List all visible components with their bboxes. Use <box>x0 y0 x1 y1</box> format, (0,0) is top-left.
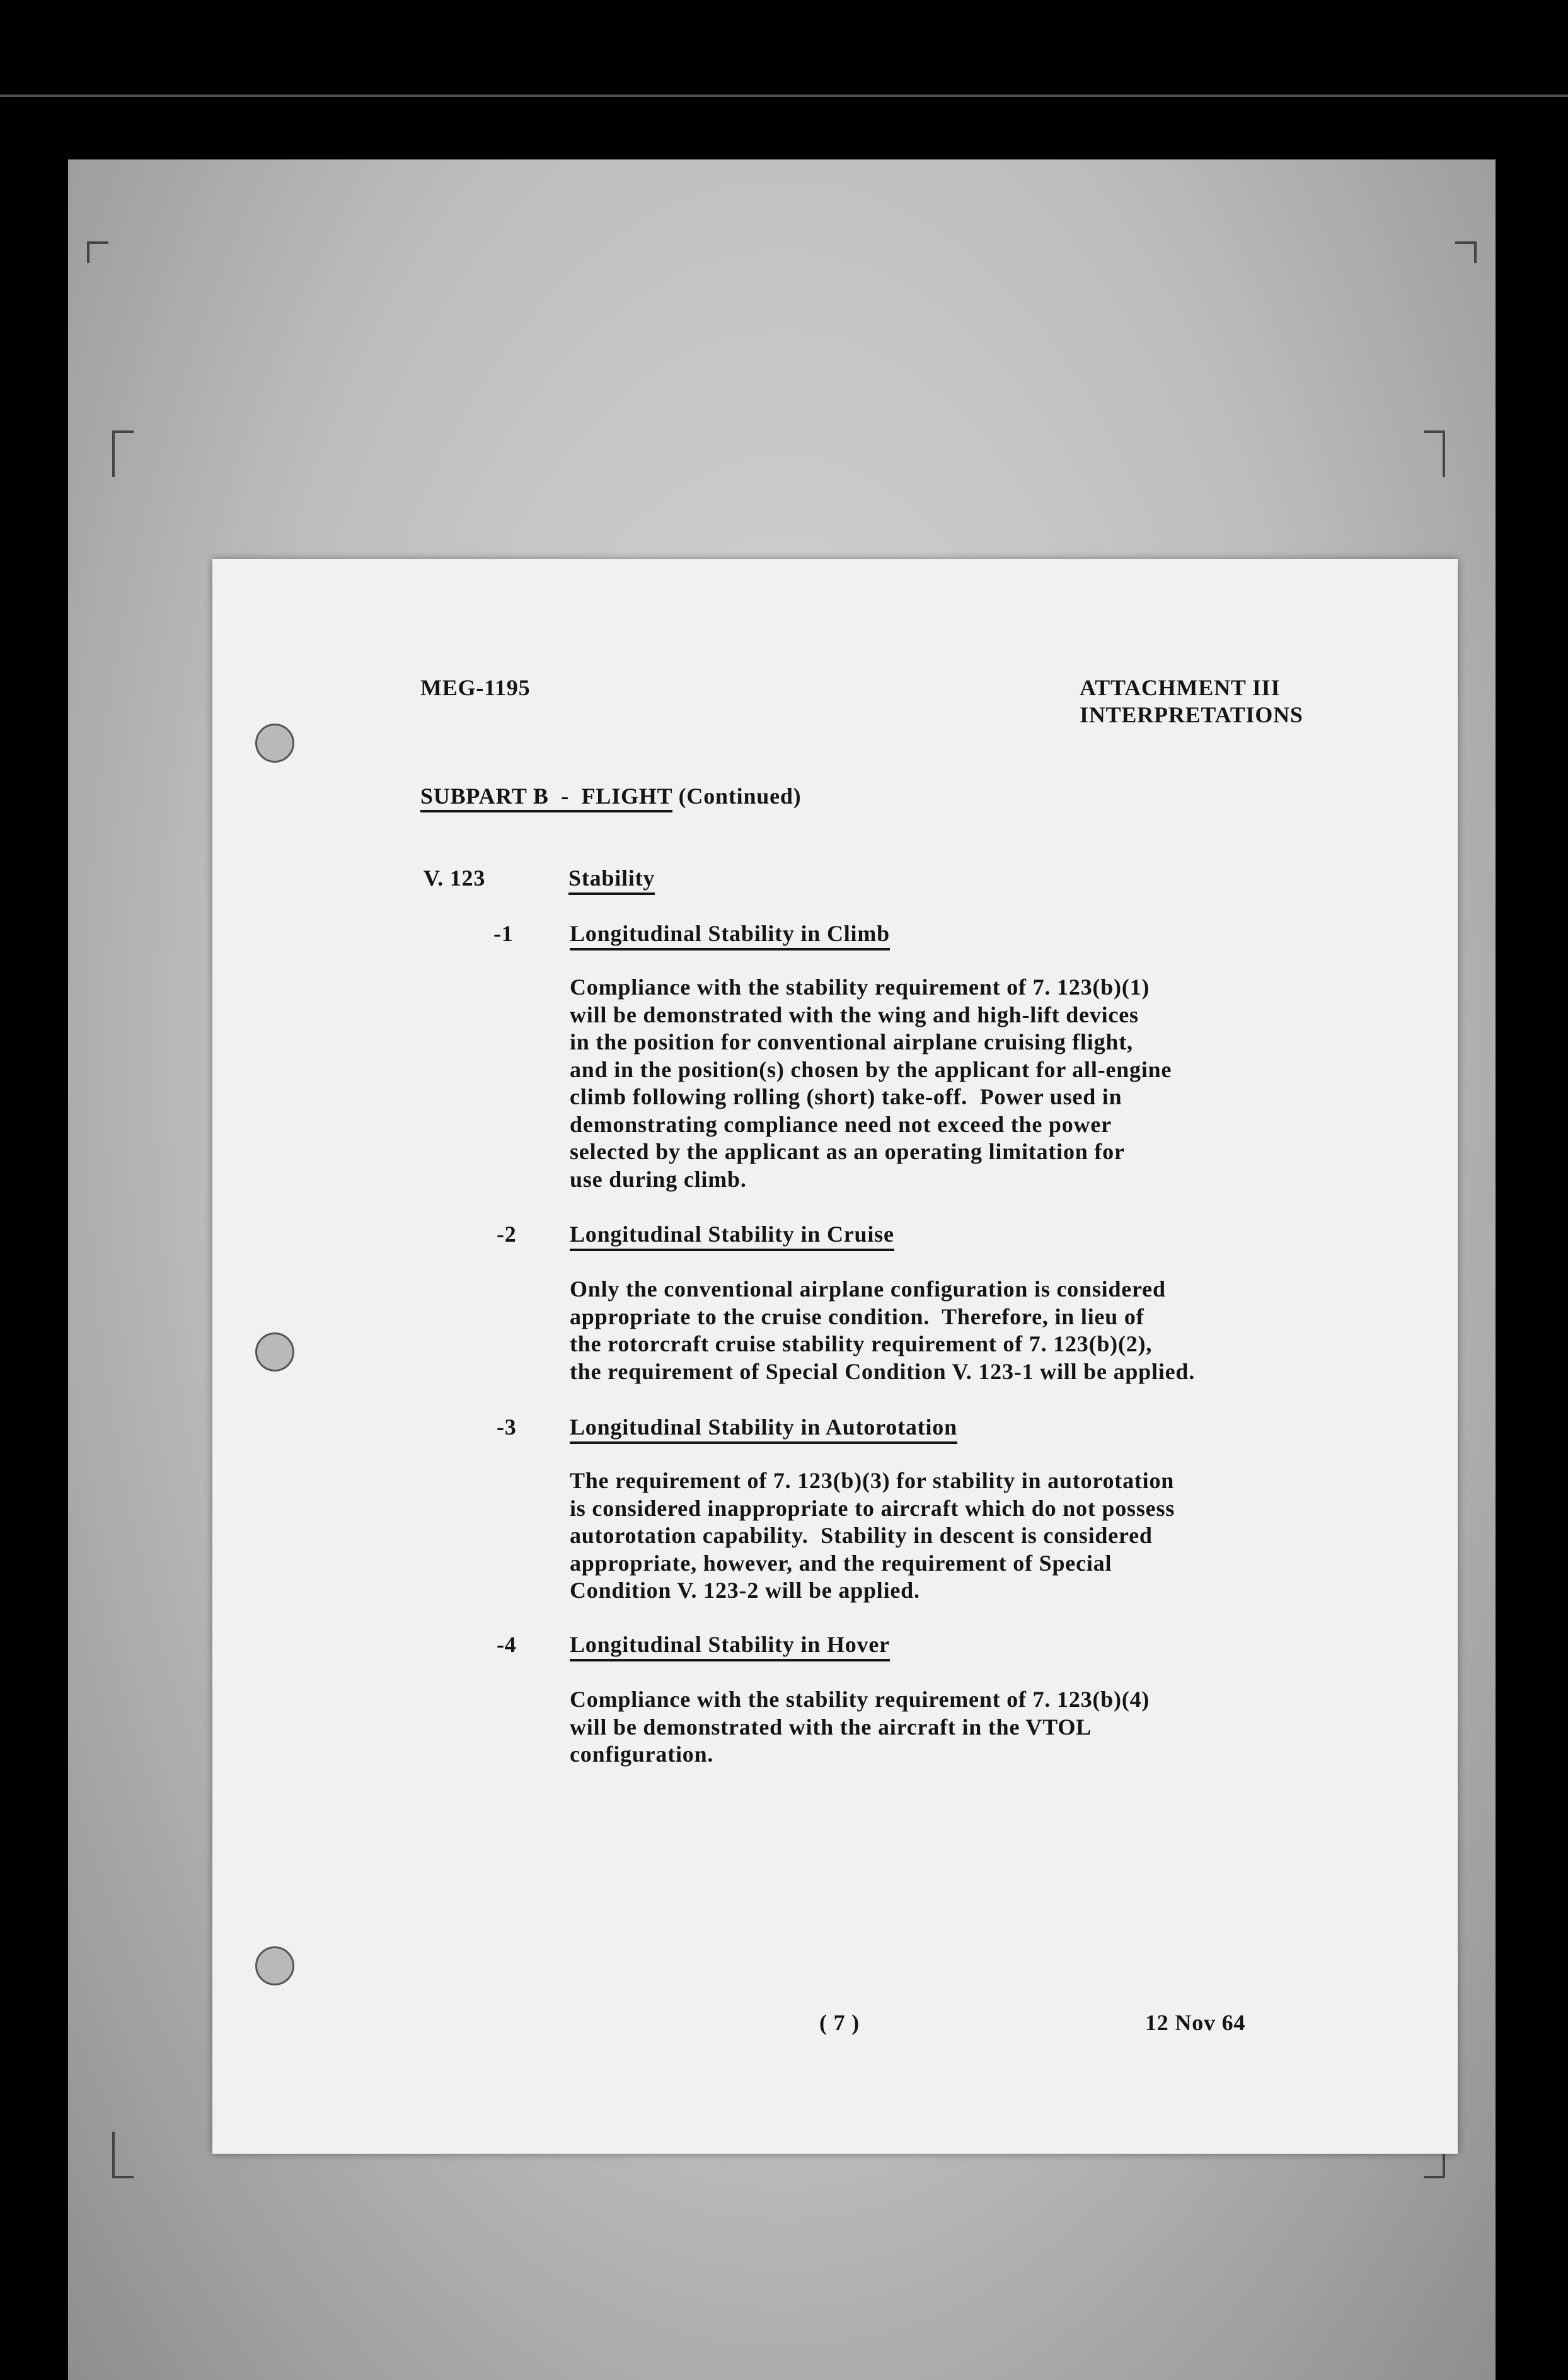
body-line: The requirement of 7. 123(b)(3) for stability in autorotation <box>570 1468 1175 1493</box>
item-number: -1 <box>493 921 514 946</box>
document-date: 12 Nov 64 <box>1145 2010 1246 2035</box>
body-line: appropriate, however, and the requirement of Special <box>570 1550 1112 1576</box>
attachment-title: INTERPRETATIONS <box>1080 702 1303 727</box>
body-line: Compliance with the stability requirement of 7. 123(b)(1) <box>570 974 1150 1000</box>
body-line: and in the position(s) chosen by the applicant for all-engine <box>570 1056 1172 1082</box>
body-line: selected by the applicant as an operating limitation for <box>570 1139 1125 1164</box>
crop-mark <box>112 2132 134 2178</box>
punch-hole <box>255 724 294 763</box>
item-body <box>570 1467 1175 1605</box>
crop-mark <box>1455 241 1477 263</box>
section-title: Stability <box>568 865 655 895</box>
body-line: in the position for conventional airplane cruising flight, <box>570 1029 1133 1054</box>
body-line: appropriate to the cruise condition. Therefore, in lieu of <box>570 1303 1144 1329</box>
document-id: MEG-1195 <box>420 675 531 700</box>
body-line: Only the conventional airplane configuration is considered <box>570 1276 1166 1302</box>
item-heading: Longitudinal Stability in Climb <box>570 920 890 950</box>
body-line: Compliance with the stability requirement of 7. 123(b)(4) <box>570 1687 1150 1712</box>
body-line: use during climb. <box>570 1166 747 1192</box>
body-line: climb following rolling (short) take-off. Power used in <box>570 1084 1122 1109</box>
body-line: will be demonstrated with the wing and high-lift devices <box>570 1002 1139 1027</box>
page-number: ( 7 ) <box>819 2010 860 2035</box>
item-number: -4 <box>497 1632 517 1657</box>
body-line: will be demonstrated with the aircraft in the VTOL <box>570 1714 1092 1740</box>
item-number: -2 <box>497 1222 517 1247</box>
subpart-heading <box>420 783 801 809</box>
body-line: configuration. <box>570 1742 714 1767</box>
body-line: demonstrating compliance need not exceed the power <box>570 1111 1112 1137</box>
item-heading: Longitudinal Stability in Hover <box>570 1631 890 1661</box>
body-line: Condition V. 123-2 will be applied. <box>570 1578 920 1603</box>
crop-mark <box>112 430 134 477</box>
body-line: autorotation capability. Stability in descent is considered <box>570 1523 1153 1548</box>
body-line: is considered inappropriate to aircraft which do not possess <box>570 1495 1175 1521</box>
item-heading: Longitudinal Stability in Cruise <box>570 1221 894 1251</box>
section-number: V. 123 <box>424 865 486 891</box>
item-body <box>570 1276 1195 1385</box>
subpart-title: SUBPART B - FLIGHT <box>420 783 672 812</box>
item-body <box>570 1686 1150 1769</box>
attachment-label: ATTACHMENT III <box>1080 675 1281 700</box>
scan-border-line <box>0 95 1568 97</box>
body-line: the rotorcraft cruise stability requirement of 7. 123(b)(2), <box>570 1331 1153 1356</box>
subpart-suffix: (Continued) <box>678 783 802 809</box>
punch-hole <box>255 1946 294 1985</box>
punch-hole <box>255 1332 294 1372</box>
crop-mark <box>87 241 108 263</box>
item-heading: Longitudinal Stability in Autorotation <box>570 1414 957 1444</box>
item-number: -3 <box>497 1414 517 1440</box>
item-body <box>570 974 1172 1193</box>
body-line: the requirement of Special Condition V. 123-1 will be applied. <box>570 1358 1196 1384</box>
crop-mark <box>1424 430 1445 477</box>
